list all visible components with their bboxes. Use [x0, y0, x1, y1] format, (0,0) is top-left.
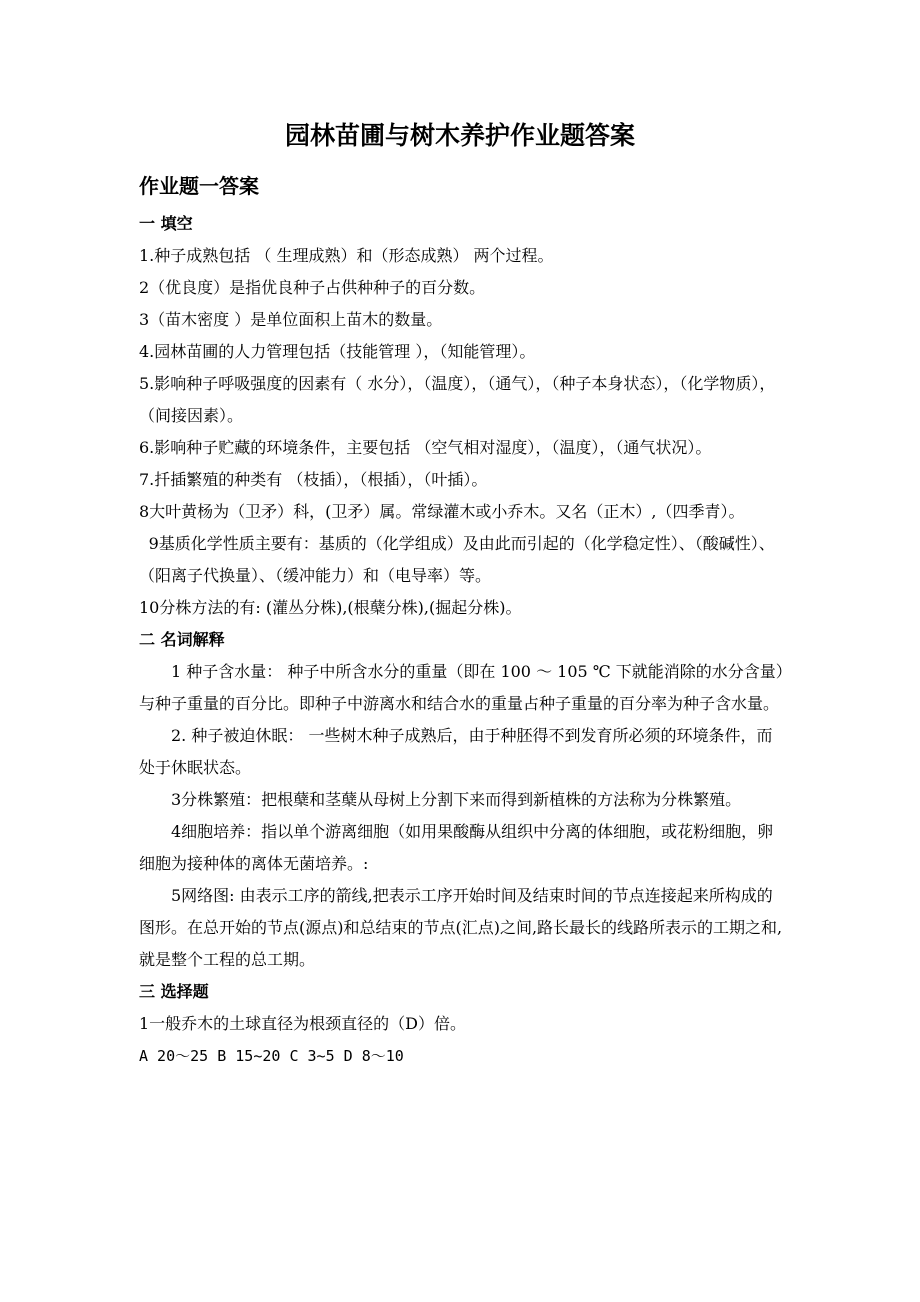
fill-blank-item: 5.影响种子呼吸强度的因素有（ 水分），（温度），（通气），（种子本身状态），（化学物质），（间接因素）。: [139, 374, 776, 425]
fill-blank-item: 7.扦插繁殖的种类有 （枝插），（根插），（叶插）。: [139, 470, 488, 489]
fill-blank-item: 4.园林苗圃的人力管理包括（技能管理 ），（知能管理）。: [139, 342, 536, 361]
part-heading-fill-blank: 一 填空: [139, 214, 193, 233]
part-heading-choice: 三 选择题: [139, 982, 209, 1001]
fill-blank-item: 2（优良度）是指优良种子占供种种子的百分数。: [139, 278, 486, 297]
definition-item: 4细胞培养：指以单个游离细胞（如用果酸酶从组织中分离的体细胞，或花粉细胞，卵细胞为接种体的离体无菌培养。:: [139, 822, 774, 873]
definition-item: 2. 种子被迫休眠： 一些树木种子成熟后，由于种胚得不到发育所必须的环境条件，而处于休眠状态。: [139, 726, 773, 777]
fill-blank-item: 9基质化学性质主要有：基质的（化学组成）及由此而引起的（化学稳定性）、（酸碱性）、（阳离子代换量）、（缓冲能力）和（电导率）等。: [139, 534, 775, 585]
fill-blank-item: 3（苗木密度 ）是单位面积上苗木的数量。: [139, 310, 443, 329]
fill-blank-item: 8大叶黄杨为（卫矛）科，(卫矛）属。常绿灌木或小乔木。又名（正木）,（四季青）。: [139, 502, 745, 521]
fill-blank-item: 1.种子成熟包括 （ 生理成熟）和（形态成熟） 两个过程。: [139, 246, 554, 265]
part-heading-definitions: 二 名词解释: [139, 630, 225, 649]
choice-options: A 20～25 B 15~20 C 3~5 D 8～10: [139, 1047, 404, 1065]
fill-blank-item: 6.影响种子贮藏的环境条件，主要包括 （空气相对湿度），（温度），（通气状况）。: [139, 438, 712, 457]
definition-item: 1 种子含水量： 种子中所含水分的重量（即在 100 ～ 105 ℃ 下就能消除的水分含量）与种子重量的百分比。即种子中游离水和结合水的重量占种子重量的百分率为种子含水量。: [139, 662, 784, 713]
document-title: 园林苗圃与树木养护作业题答案: [284, 121, 635, 150]
definition-item: 5网络图: 由表示工序的箭线,把表示工序开始时间及结束时间的节点连接起来所构成的图形。在总开始的节点(源点)和总结束的节点(汇点)之间,路长最长的线路所表示的工期之和,就是整个工程的总工期。: [139, 886, 783, 969]
definition-item: 3分株繁殖：把根蘖和茎蘖从母树上分割下来而得到新植株的方法称为分株繁殖。: [171, 790, 742, 809]
section-heading: 作业题一答案: [139, 174, 259, 198]
choice-question: 1一般乔木的土球直径为根颈直径的（D）倍。: [139, 1014, 467, 1033]
fill-blank-item: 10分株方法的有: (灌丛分株),(根蘖分株),(掘起分株)。: [139, 598, 522, 617]
document-body: [139, 170, 784, 1072]
